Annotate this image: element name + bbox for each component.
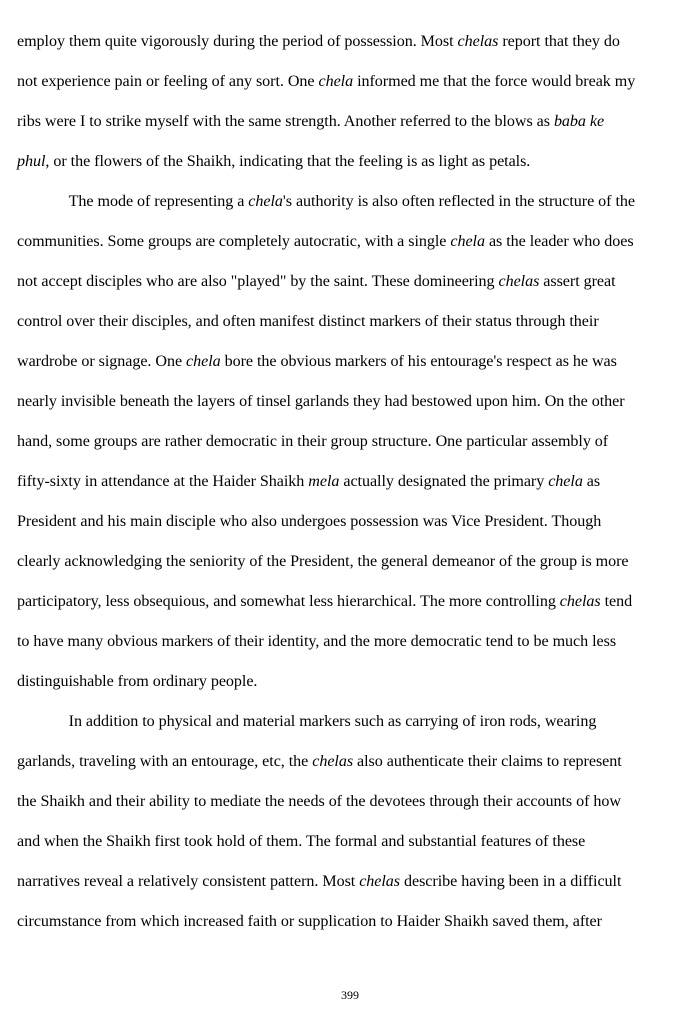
text-run: garlands, traveling with an entourage, etc, the xyxy=(17,753,313,770)
text-run: clearly acknowledging the seniority of the President, the general demeanor of the group is more xyxy=(17,553,629,570)
text-run: the Shaikh and their ability to mediate the needs of the devotees through their accounts of how xyxy=(17,793,621,810)
text-run: circumstance from which increased faith or supplication to Haider Shaikh saved them, after xyxy=(17,913,602,930)
text-run: nearly invisible beneath the layers of tinsel garlands they had bestowed upon him. On the other xyxy=(17,393,625,410)
text-line xyxy=(17,662,693,702)
text-run: President and his main disciple who also undergoes possession was Vice President. Though xyxy=(17,513,602,530)
text-run: also authenticate their claims to represent xyxy=(353,753,622,770)
text-line xyxy=(17,902,693,942)
text-run: not experience pain or feeling of any sort. One xyxy=(17,73,319,90)
italic-term: baba ke xyxy=(553,113,605,130)
text-run: ribs were I to strike myself with the same strength. Another referred to the blows as xyxy=(17,113,554,130)
text-run: communities. Some groups are completely autocratic, with a single xyxy=(17,233,451,250)
text-run: as xyxy=(582,473,601,490)
italic-term: chela xyxy=(548,473,583,490)
text-line xyxy=(17,542,693,582)
text-line xyxy=(17,622,693,662)
text-run: fifty-sixty in attendance at the Haider Shaikh xyxy=(17,473,309,490)
text-line xyxy=(17,302,693,342)
text-run: and when the Shaikh first took hold of them. The formal and substantial features of these xyxy=(17,833,586,850)
body-text xyxy=(17,22,693,942)
text-line xyxy=(17,102,693,142)
text-line xyxy=(17,262,693,302)
text-line xyxy=(17,582,693,622)
text-run: not accept disciples who are also "played" by the saint. These domineering xyxy=(17,273,499,290)
text-run: employ them quite vigorously during the period of possession. Most xyxy=(17,33,458,50)
italic-term: mela xyxy=(308,473,340,490)
text-run: 's authority is also often reflected in the structure of the xyxy=(282,193,635,210)
text-line xyxy=(17,342,693,382)
text-line xyxy=(17,822,693,862)
text-line xyxy=(17,742,693,782)
text-run: to have many obvious markers of their identity, and the more democratic tend to be much less xyxy=(17,633,617,650)
text-run: assert great xyxy=(539,273,616,290)
italic-term: chela xyxy=(450,233,485,250)
text-run: describe having been in a difficult xyxy=(400,873,622,890)
text-line xyxy=(17,862,693,902)
italic-term: chela xyxy=(318,73,354,90)
italic-term: chelas xyxy=(457,33,499,50)
text-line xyxy=(17,702,693,742)
text-run: , or the flowers of the Shaikh, indicating that the feeling is as light as petals. xyxy=(45,153,531,170)
text-run: participatory, less obsequious, and somewhat less hierarchical. The more controlling xyxy=(17,593,560,610)
text-run: wardrobe or signage. One xyxy=(17,353,187,370)
text-run: hand, some groups are rather democratic in their group structure. One particular assembly of xyxy=(17,433,609,450)
text-line xyxy=(17,22,693,62)
text-line xyxy=(17,462,693,502)
text-run: informed me that the force would break my xyxy=(353,73,636,90)
text-run: tend xyxy=(600,593,633,610)
text-run: bore the obvious markers of his entourage's respect as he was xyxy=(220,353,617,370)
page-number: 399 xyxy=(341,988,359,1002)
text-run: In addition to physical and material markers such as carrying of iron rods, wearing xyxy=(17,713,597,730)
text-line xyxy=(17,782,693,822)
text-line xyxy=(17,422,693,462)
text-line xyxy=(17,142,693,182)
text-run: The mode of representing a xyxy=(17,193,249,210)
italic-term: chelas xyxy=(359,873,401,890)
text-run: narratives reveal a relatively consistent pattern. Most xyxy=(17,873,360,890)
italic-term: chelas xyxy=(498,273,540,290)
italic-term: chelas xyxy=(312,753,354,770)
italic-term: chelas xyxy=(559,593,601,610)
italic-term: chela xyxy=(248,193,283,210)
text-run: distinguishable from ordinary people. xyxy=(17,673,258,690)
text-run: actually designated the primary xyxy=(339,473,549,490)
text-line xyxy=(17,62,693,102)
italic-term: chela xyxy=(186,353,221,370)
italic-term: phul xyxy=(17,153,46,170)
text-run: control over their disciples, and often manifest distinct markers of their status through their xyxy=(17,313,599,330)
text-line xyxy=(17,382,693,422)
text-line xyxy=(17,182,693,222)
text-line xyxy=(17,222,693,262)
text-line xyxy=(17,502,693,542)
text-run: as the leader who does xyxy=(484,233,634,250)
text-run: report that they do xyxy=(498,33,620,50)
